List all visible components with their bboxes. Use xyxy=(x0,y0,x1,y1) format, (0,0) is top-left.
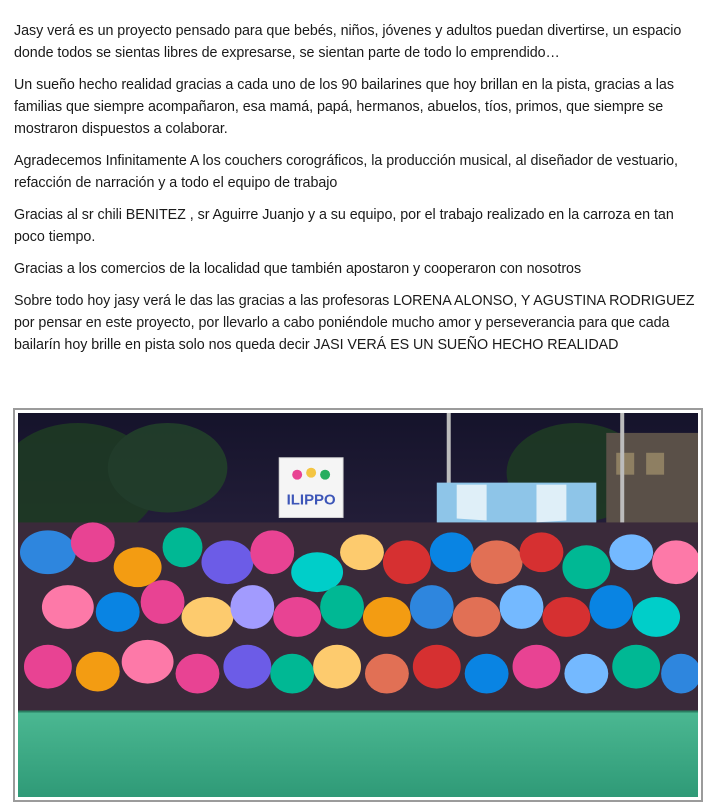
dancers-crowd xyxy=(18,522,698,721)
paragraph-thanks-dancers: Un sueño hecho realidad gracias a cada uno de los 90 bailarines que hoy brillan en la pista, gracias a las familias que siempre acompañaron, esa mamá, papá, hermanos, abuelos, tíos, primos, que siempre se mostraron dispuestos a colaborar. xyxy=(14,77,674,137)
paragraph-thanks-team: Agradecemos Infinitamente A los couchers corográficos, la producción musical, al diseñador de vestuario, refacción de narración y a todo el equipo de trabajo xyxy=(14,153,678,191)
sign-text: ILIPPO xyxy=(286,491,336,509)
paragraph-thanks-carroza: Gracias al sr chili BENITEZ , sr Aguirre Juanjo y a su equipo, por el trabajo realizado en la carroza en tan poco tiempo. xyxy=(14,207,674,245)
paragraph-thanks-teachers: Sobre todo hoy jasy verá le das las gracias a las profesoras LORENA ALONSO, Y AGUSTINA RODRIGUEZ por pensar en este proyecto, por llevarlo a cabo poniéndole mucho amor y perseverancia para que cada bailarín hoy brille en pista solo nos queda decir JASI VERÁ ES UN SUEÑO HECHO REALIDAD xyxy=(14,293,695,353)
photo-floor xyxy=(18,711,698,797)
group-photo xyxy=(18,413,698,797)
group-photo-frame xyxy=(13,408,703,802)
event-sign xyxy=(279,458,343,518)
document-body xyxy=(14,20,704,366)
paragraph-intro: Jasy verá es un proyecto pensado para que bebés, niños, jóvenes y adultos puedan divertirse, un espacio donde todos se sientas libres de expresarse, se sientan parte de todo lo emprendido… xyxy=(14,23,682,61)
paragraph-thanks-commerce: Gracias a los comercios de la localidad que también apostaron y cooperaron con nosotros xyxy=(14,261,582,277)
